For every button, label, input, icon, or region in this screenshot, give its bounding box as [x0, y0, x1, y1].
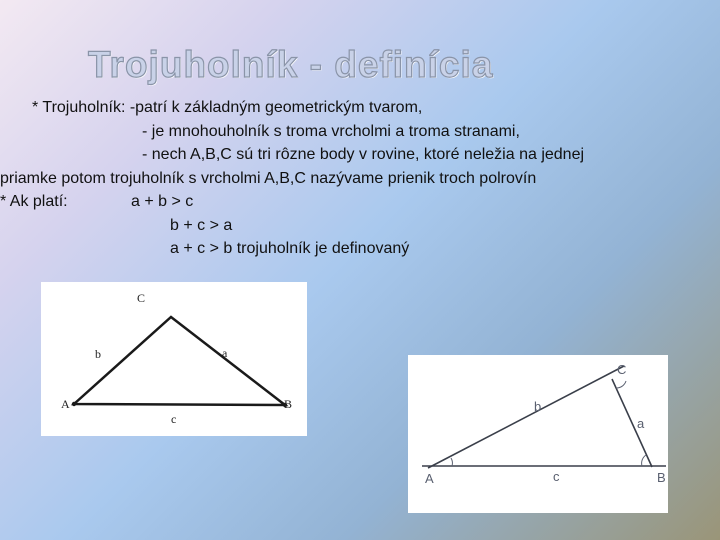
sketch-side-label-b: b	[534, 399, 542, 414]
slide-title: Trojuholník - definícia	[88, 44, 494, 85]
sketch-vertex-label-b: B	[657, 470, 666, 485]
definition-line-4: priamke potom trojuholník s vrcholmi A,B,C nazývame prienik troch polrovín	[0, 169, 537, 187]
side-label-b: b	[95, 347, 101, 361]
definition-line-1: * Trojuholník: -patrí k základným geometrickým tvarom,	[32, 99, 423, 116]
sketch-vertex-label-c: C	[617, 362, 627, 377]
vertex-label-c: C	[137, 291, 146, 305]
condition-intro: * Ak platí:	[0, 193, 68, 210]
inequality-1: a + b > c	[131, 193, 194, 210]
sketch-vertex-label-a: A	[425, 471, 434, 486]
definition-text	[0, 96, 702, 261]
definition-line-3: - nech A,B,C sú tri rôzne body v rovine, ktoré neležia na jednej	[142, 146, 585, 163]
condition-line-3: a + c > b trojuholník je definovaný	[170, 240, 410, 257]
vertex-label-b: B	[284, 397, 293, 411]
sketch-side-label-a: a	[637, 416, 645, 431]
triangle-figure-sketch	[408, 355, 668, 513]
condition-line-1	[0, 190, 702, 214]
side-label-a: a	[222, 346, 228, 360]
definition-line-2: - je mnohouholník s troma vrcholmi a troma stranami,	[142, 122, 520, 140]
vertex-label-a: A	[61, 397, 70, 411]
condition-line-2: b + c > a	[170, 216, 233, 234]
side-label-c: c	[171, 412, 177, 426]
sketch-side-label-c: c	[553, 469, 560, 484]
triangle-figure-printed	[41, 282, 307, 436]
